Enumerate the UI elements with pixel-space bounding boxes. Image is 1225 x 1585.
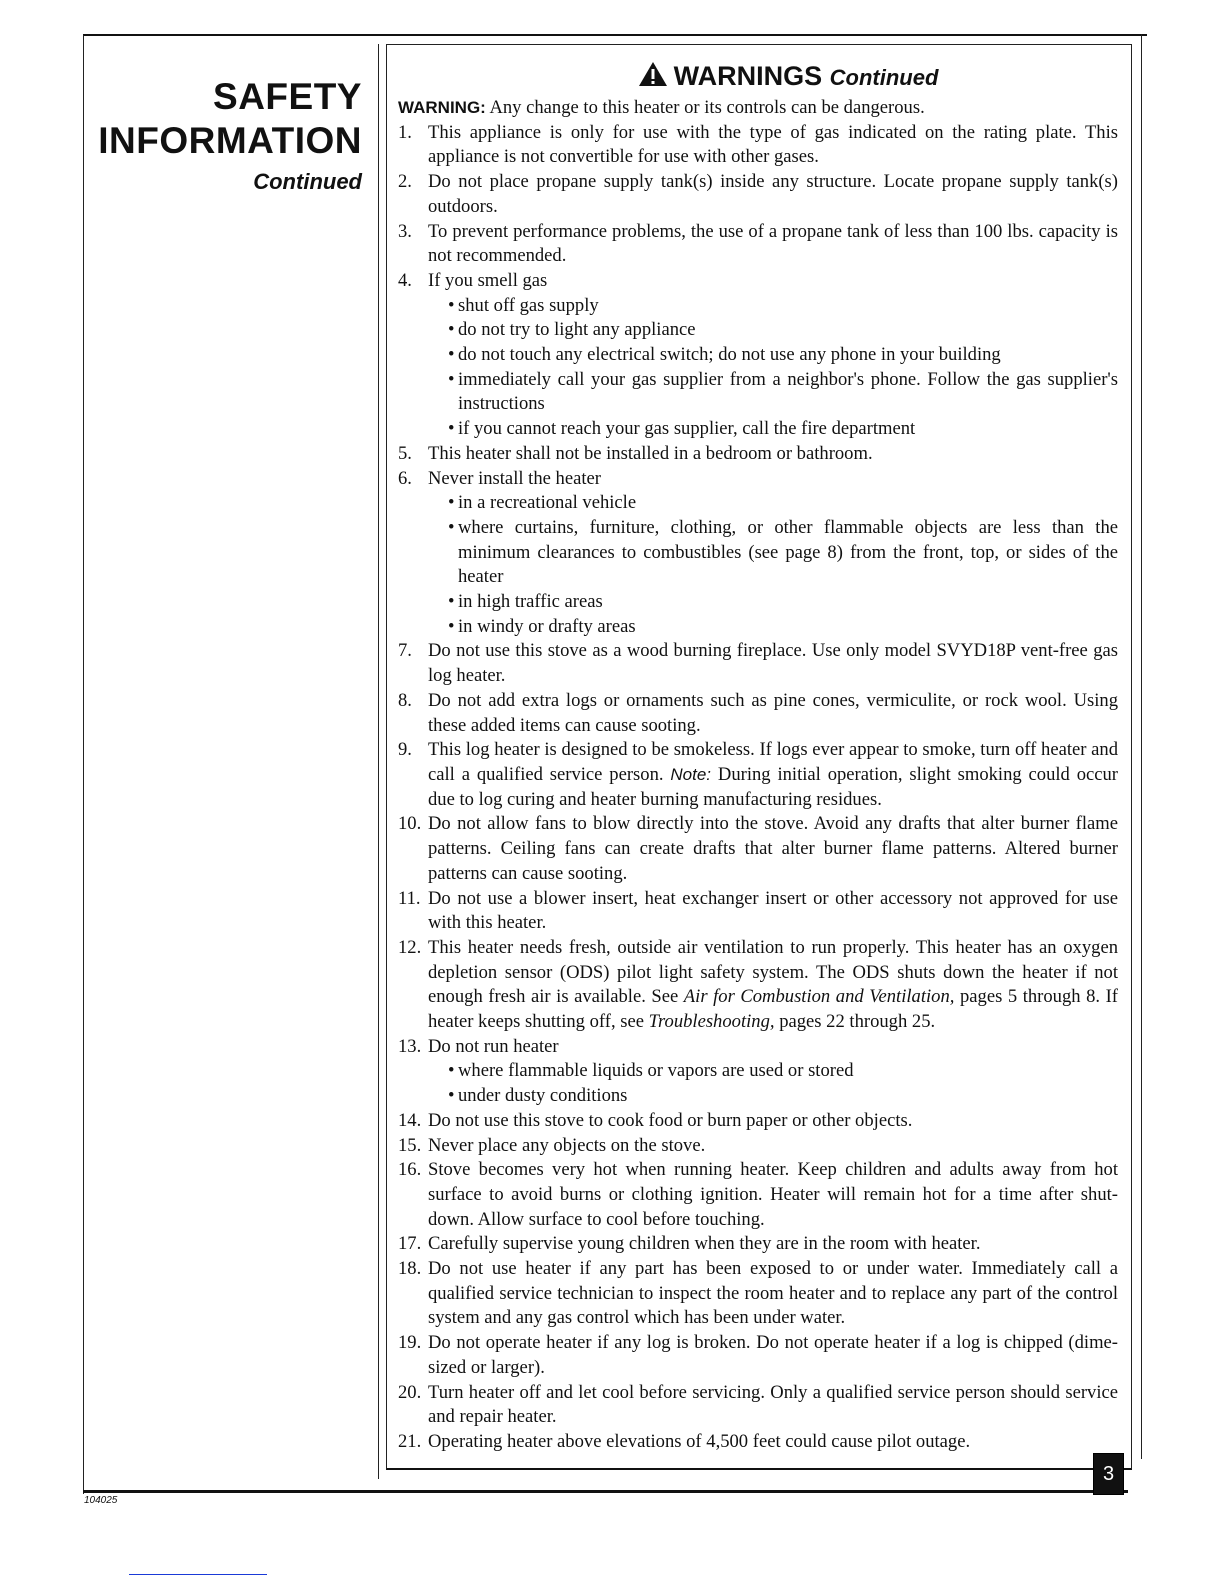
warning-item-number: 9. xyxy=(398,739,412,761)
warning-item-number: 6. xyxy=(398,467,412,489)
warning-item-text: Do not allow fans to blow directly into the stove. Avoid any drafts that alter burner flame patterns. Ceiling fans can create drafts that alter burner flame patterns. Altered burner patterns can cause sooting. xyxy=(428,813,1118,884)
warning-sub-bullet: • where curtains, furniture, clothing, or other flammable objects are less than the minimum clearances to combustibles (see page 8) from the front, top, or sides of the heater xyxy=(398,516,1118,590)
warning-sub-bullet: • if you cannot reach your gas supplier, call the fire department xyxy=(398,417,1118,442)
document-number: 104025 xyxy=(84,1495,118,1506)
warning-list xyxy=(398,121,1118,1455)
warning-item xyxy=(398,1134,1118,1159)
section-title-line1: SAFETY xyxy=(213,76,362,117)
warning-item xyxy=(398,467,1118,492)
page-frame-right-rule xyxy=(1141,34,1142,1459)
warning-sub-bullet: • do not touch any electrical switch; do not use any phone in your building xyxy=(398,343,1118,368)
warning-item-number: 4. xyxy=(398,269,412,291)
warning-triangle-icon xyxy=(638,60,668,96)
warning-sub-bullet: • immediately call your gas supplier from a neighbor's phone. Follow the gas supplier's instructions xyxy=(398,368,1118,417)
warning-item-number: 3. xyxy=(398,220,412,242)
warning-item xyxy=(398,639,1118,688)
column-divider xyxy=(378,44,379,1479)
warning-item-text: Do not use this stove to cook food or burn paper or other objects. xyxy=(428,1109,913,1131)
warning-item-number: 20. xyxy=(398,1381,422,1403)
warning-lead-label: WARNING: xyxy=(398,98,486,117)
warning-item-number: 11. xyxy=(398,887,421,909)
warning-sub-bullet: • do not try to light any appliance xyxy=(398,318,1118,343)
warning-item-number: 18. xyxy=(398,1258,422,1280)
warning-item-text: Do not use this stove as a wood burning fireplace. Use only model SVYD18P vent-free gas log heater. xyxy=(428,640,1118,687)
warning-item-number: 8. xyxy=(398,689,412,711)
warning-item-text: Carefully supervise young children when they are in the room with heater. xyxy=(428,1233,981,1255)
warning-item-number: 2. xyxy=(398,171,412,193)
warning-item-number: 12. xyxy=(398,936,422,958)
warning-item xyxy=(398,269,1118,294)
warning-sub-bullet: • in high traffic areas xyxy=(398,590,1118,615)
warning-item-number: 7. xyxy=(398,640,412,662)
warning-item-number: 21. xyxy=(398,1430,422,1452)
warning-item-number: 13. xyxy=(398,1035,422,1057)
warning-item-number: 10. xyxy=(398,813,422,835)
warning-item-text: During initial operation, slight smoking could occur due to log curing and heater burning manufacturing residues. xyxy=(428,763,1119,810)
warning-item-text: Do not place propane supply tank(s) inside any structure. Locate propane supply tank(s) outdoors. xyxy=(428,171,1118,217)
warning-item xyxy=(398,738,1118,812)
warning-item xyxy=(398,1257,1118,1331)
section-subtitle: Continued xyxy=(253,169,362,194)
warning-item-text: Do not run heater xyxy=(428,1035,559,1057)
warning-item xyxy=(398,812,1118,886)
warning-lead xyxy=(398,96,1118,121)
warning-item-number: 5. xyxy=(398,442,412,464)
warning-item-text: Stove becomes very hot when running heater. Keep children and adults away from hot surface to avoid burns or clothing ignition. Heater will remain hot for a time after shut-down. Allow surface to cool before touching. xyxy=(428,1159,1118,1230)
warning-item-text: pages 22 through 25. xyxy=(779,1011,936,1033)
warning-item-text: Turn heater off and let cool before servicing. Only a qualified service person should service and repair heater. xyxy=(428,1381,1118,1428)
warning-item xyxy=(398,1035,1118,1060)
warning-item-text: This log heater is designed to be smokeless. If logs ever appear to smoke, turn off heater and call a qualified service person. xyxy=(428,739,1118,785)
warning-item-text: Do not operate heater if any log is broken. Do not operate heater if a log is chipped (dime-sized or larger). xyxy=(428,1332,1118,1378)
section-title-line2: INFORMATION xyxy=(98,120,362,161)
warnings-heading-suffix: Continued xyxy=(829,65,939,90)
warning-sub-bullet: • where flammable liquids or vapors are used or stored xyxy=(398,1059,1118,1084)
warning-item-text: pages 5 through 8. If heater keeps shutting off, see xyxy=(428,986,1118,1033)
section-sidebar xyxy=(90,75,362,197)
warning-item xyxy=(398,1331,1118,1380)
warning-sub-bullet: • under dusty conditions xyxy=(398,1084,1118,1109)
warning-item-text: Never place any objects on the stove. xyxy=(428,1134,706,1156)
warning-item-text: This heater shall not be installed in a bedroom or bathroom. xyxy=(428,442,873,464)
warnings-heading xyxy=(458,58,1118,96)
warning-item-text: Never install the heater xyxy=(428,467,601,489)
warning-item xyxy=(398,1232,1118,1257)
warning-item-text: This heater needs fresh, outside air ventilation to run properly. This heater has an oxygen depletion sensor (ODS) pilot light safety system. The ODS shuts down the heater if not enough fresh air is available. See xyxy=(428,936,1118,1008)
warning-item-text: To prevent performance problems, the use of a propane tank of less than 100 lbs. capacity is not recommended. xyxy=(428,220,1118,267)
warning-item-text: If you smell gas xyxy=(428,269,548,291)
warning-item xyxy=(398,442,1118,467)
warning-item-text: This appliance is only for use with the type of gas indicated on the rating plate. This appliance is not convertible for use with other gases. xyxy=(428,121,1118,168)
warning-item xyxy=(398,887,1118,936)
warning-item xyxy=(398,1158,1118,1232)
warning-item xyxy=(398,1109,1118,1134)
warning-item-text: Do not add extra logs or ornaments such as pine cones, vermiculite, or rock wool. Using these added items can cause sooting. xyxy=(428,689,1118,736)
warning-item xyxy=(398,220,1118,269)
warning-item xyxy=(398,1430,1118,1455)
warnings-heading-text: WARNINGS xyxy=(673,61,823,91)
warning-item-number: 19. xyxy=(398,1332,422,1354)
warning-sub-bullet: • in a recreational vehicle xyxy=(398,491,1118,516)
cross-reference: Troubleshooting, xyxy=(648,1011,775,1033)
warning-item-text: Operating heater above elevations of 4,500 feet could cause pilot outage. xyxy=(428,1430,971,1452)
scan-artifact-line xyxy=(129,1574,267,1575)
note-label: Note: xyxy=(670,764,712,784)
warning-item-number: 1. xyxy=(398,121,412,143)
warning-item-text: Do not use a blower insert, heat exchanger insert or other accessory not approved for use with this heater. xyxy=(428,887,1118,934)
warnings-content xyxy=(398,58,1118,1455)
warning-item-number: 17. xyxy=(398,1233,422,1255)
warning-item xyxy=(398,170,1118,219)
warning-sub-bullet: • in windy or drafty areas xyxy=(398,615,1118,640)
page-number-tab: 3 xyxy=(1093,1453,1124,1495)
warning-item xyxy=(398,1381,1118,1430)
warning-sub-bullet: • shut off gas supply xyxy=(398,294,1118,319)
warning-item xyxy=(398,121,1118,170)
warning-lead-text: Any change to this heater or its controls can be dangerous. xyxy=(489,97,925,118)
warning-item-number: 15. xyxy=(398,1134,422,1156)
cross-reference: Air for Combustion and Ventilation, xyxy=(683,986,955,1008)
warning-item-number: 14. xyxy=(398,1109,422,1131)
page-frame-bottom-rule xyxy=(83,1490,1128,1493)
warning-item xyxy=(398,689,1118,738)
warning-item-text: Do not use heater if any part has been exposed to or under water. Immediately call a qualified service technician to inspect the room heater and to replace any part of the control system and any gas control which has been under water. xyxy=(428,1258,1118,1329)
warning-item xyxy=(398,936,1118,1035)
warning-item-number: 16. xyxy=(398,1159,422,1181)
